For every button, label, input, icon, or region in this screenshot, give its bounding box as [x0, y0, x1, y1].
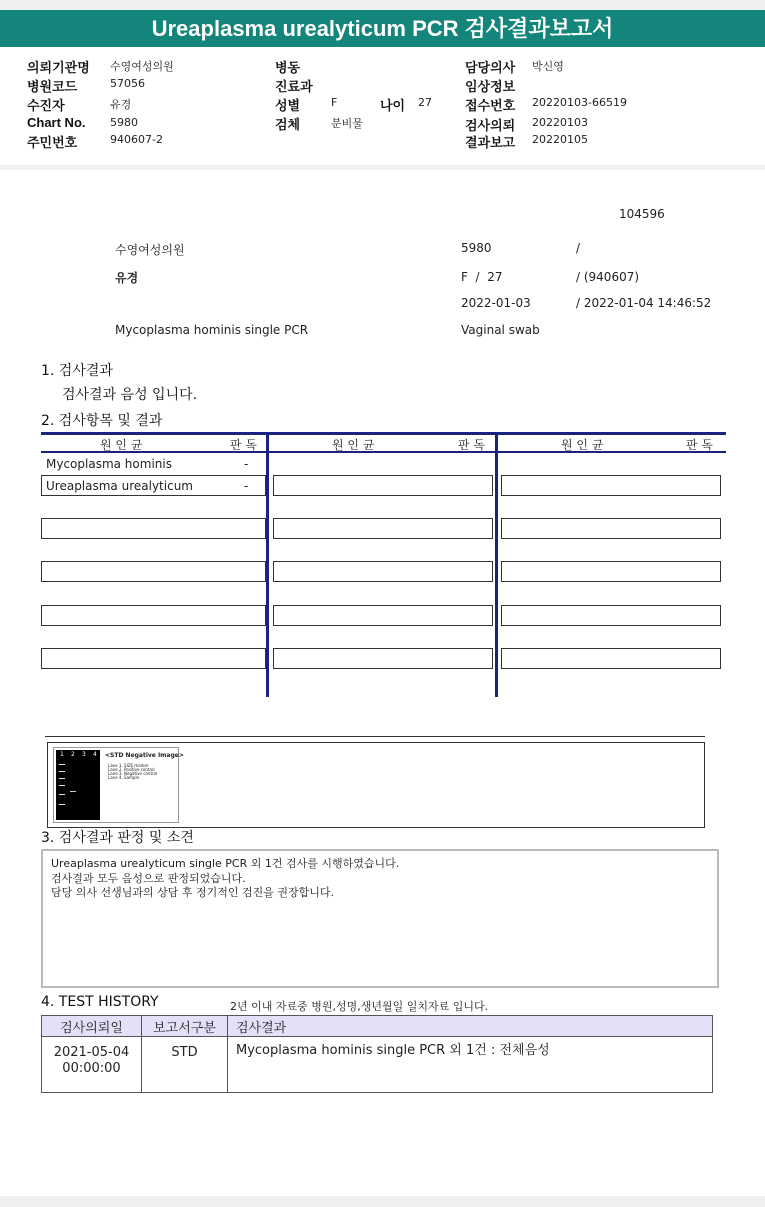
- organism-result: -: [244, 479, 249, 493]
- info-chart: 5980: [461, 241, 492, 255]
- value-doctor: 박신영: [532, 60, 564, 73]
- info-sex-age: F / 27: [461, 270, 503, 284]
- info-slash: /: [576, 241, 581, 255]
- label-age: 나이: [380, 98, 406, 113]
- value-requesting-clinic: 수영여성의원: [110, 60, 174, 73]
- label-clinical-info: 임상정보: [465, 79, 516, 94]
- gel-band: [59, 764, 65, 765]
- section1-result-text: 검사결과 음성 입니다.: [62, 387, 198, 403]
- gel-lane-label: 2: [71, 751, 75, 758]
- gel-legend-item: Lane 4. Sample: [108, 775, 140, 780]
- result-cell: [501, 561, 721, 582]
- info-reported: / 2022-01-04 14:46:52: [576, 296, 712, 310]
- gel-band: [59, 778, 65, 779]
- info-id: / (940607): [576, 270, 640, 284]
- history-header-type: 보고서구분: [142, 1016, 228, 1037]
- label-requesting-clinic: 의뢰기관명: [27, 60, 90, 75]
- value-patient: 유경: [110, 98, 132, 111]
- label-doctor: 담당의사: [465, 60, 516, 75]
- opinion-line: 검사결과 모두 음성으로 판정되었습니다.: [51, 872, 246, 885]
- result-cell: [41, 518, 266, 539]
- col-header-judgement: 판 독: [458, 438, 485, 452]
- label-hospital-code: 병원코드: [27, 79, 78, 94]
- section1-title: 1. 검사결과: [41, 363, 113, 379]
- result-cell: [41, 648, 266, 669]
- gel-legend-item: Lane 1. SIZE marker: [108, 763, 149, 768]
- gel-lane-label: 3: [82, 751, 86, 758]
- gel-band: [59, 804, 65, 805]
- section3-title: 3. 검사결과 판정 및 소견: [41, 830, 194, 846]
- label-resident-no: 주민번호: [27, 135, 78, 150]
- gel-legend-item: Lane 3. Negative control: [108, 771, 158, 776]
- organism-name: Ureaplasma urealyticum: [46, 479, 193, 493]
- history-header-date: 검사의뢰일: [42, 1016, 142, 1037]
- gel-top-rule: [45, 736, 705, 737]
- history-time: 00:00:00: [62, 1061, 121, 1076]
- result-cell: [501, 475, 721, 496]
- label-department: 진료과: [275, 79, 313, 94]
- report-body: [0, 170, 765, 1196]
- label-ward: 병동: [275, 60, 301, 75]
- label-chart-no: Chart No.: [27, 115, 86, 130]
- result-cell: [501, 518, 721, 539]
- history-header-result: 검사결과: [228, 1016, 713, 1037]
- col-header-organism: 원 인 균: [332, 438, 375, 452]
- gel-lane-label: 1: [60, 751, 64, 758]
- info-received: 2022-01-03: [461, 296, 531, 310]
- value-specimen: 분비물: [331, 117, 363, 130]
- value-report-date: 20220105: [532, 133, 588, 146]
- history-type: STD: [142, 1037, 228, 1093]
- gel-band: [59, 771, 65, 772]
- opinion-line: 담당 의사 선생님과의 상담 후 정기적인 검진을 권장합니다.: [51, 886, 334, 899]
- organism-result: -: [244, 457, 249, 471]
- label-specimen: 검체: [275, 117, 301, 132]
- col-header-judgement: 판 독: [686, 438, 713, 452]
- gel-legend-item: Lane 2. Positive control: [108, 767, 155, 772]
- result-cell: [273, 648, 493, 669]
- gel-image-title: <STD Negative Image>: [105, 752, 184, 759]
- value-age: 27: [418, 96, 432, 109]
- gel-lane-label: 4: [93, 751, 97, 758]
- gel-image-thumbnail: [53, 747, 184, 823]
- value-request-date: 20220103: [532, 116, 588, 129]
- organism-name: Mycoplasma hominis: [46, 457, 172, 471]
- result-cell: [273, 518, 493, 539]
- result-cell: [273, 605, 493, 626]
- label-sex: 성별: [275, 98, 301, 113]
- result-cell: [273, 475, 493, 496]
- label-patient: 수진자: [27, 98, 65, 113]
- gel-band: [59, 785, 65, 786]
- history-date: 2021-05-04: [53, 1045, 130, 1060]
- col-header-organism: 원 인 균: [561, 438, 604, 452]
- info-test-name: Mycoplasma hominis single PCR: [115, 323, 309, 337]
- history-row: [42, 1037, 713, 1093]
- col-header-organism: 원 인 균: [100, 438, 143, 452]
- label-report-date: 결과보고: [465, 135, 516, 150]
- value-sex: F: [331, 96, 338, 109]
- result-cell: [41, 561, 266, 582]
- info-clinic: 수영여성의원: [115, 243, 185, 257]
- col-header-judgement: 판 독: [230, 438, 257, 452]
- gel-band: [59, 794, 65, 795]
- value-hospital-code: 57056: [110, 77, 145, 90]
- header-panel: [0, 47, 765, 165]
- gel-electrophoresis-image: [56, 750, 100, 820]
- history-header-row: [42, 1016, 713, 1037]
- section4-title: 4. TEST HISTORY: [41, 994, 159, 1010]
- history-note: 2년 이내 자료중 병원,성명,생년월일 일치자료 입니다.: [230, 1000, 489, 1013]
- report-number: 104596: [619, 207, 665, 221]
- opinion-line: Ureaplasma urealyticum single PCR 외 1건 검사를 시행하였습니다.: [51, 857, 400, 870]
- result-cell: [501, 648, 721, 669]
- info-specimen: Vaginal swab: [461, 323, 540, 337]
- history-result: Mycoplasma hominis single PCR 외 1건 : 전체음성: [228, 1037, 713, 1093]
- value-resident-no: 940607-2: [110, 133, 163, 146]
- value-chart-no: 5980: [110, 116, 138, 129]
- history-date-cell: [42, 1037, 142, 1093]
- results-table-divider: [266, 432, 269, 697]
- gel-band: [70, 791, 76, 792]
- section2-title: 2. 검사항목 및 결과: [41, 413, 163, 429]
- result-cell: [273, 561, 493, 582]
- test-history-table: [41, 1015, 713, 1093]
- report-title: Ureaplasma urealyticum PCR 검사결과보고서: [0, 10, 765, 47]
- info-patient: 유경: [115, 271, 139, 285]
- value-accession-no: 20220103-66519: [532, 96, 627, 109]
- result-cell: [501, 605, 721, 626]
- results-table-divider: [495, 432, 498, 697]
- label-request-date: 검사의뢰: [465, 118, 516, 133]
- result-cell: [41, 605, 266, 626]
- results-table-top-rule: [41, 432, 726, 435]
- results-table-header-rule: [41, 451, 726, 453]
- label-accession-no: 접수번호: [465, 98, 516, 113]
